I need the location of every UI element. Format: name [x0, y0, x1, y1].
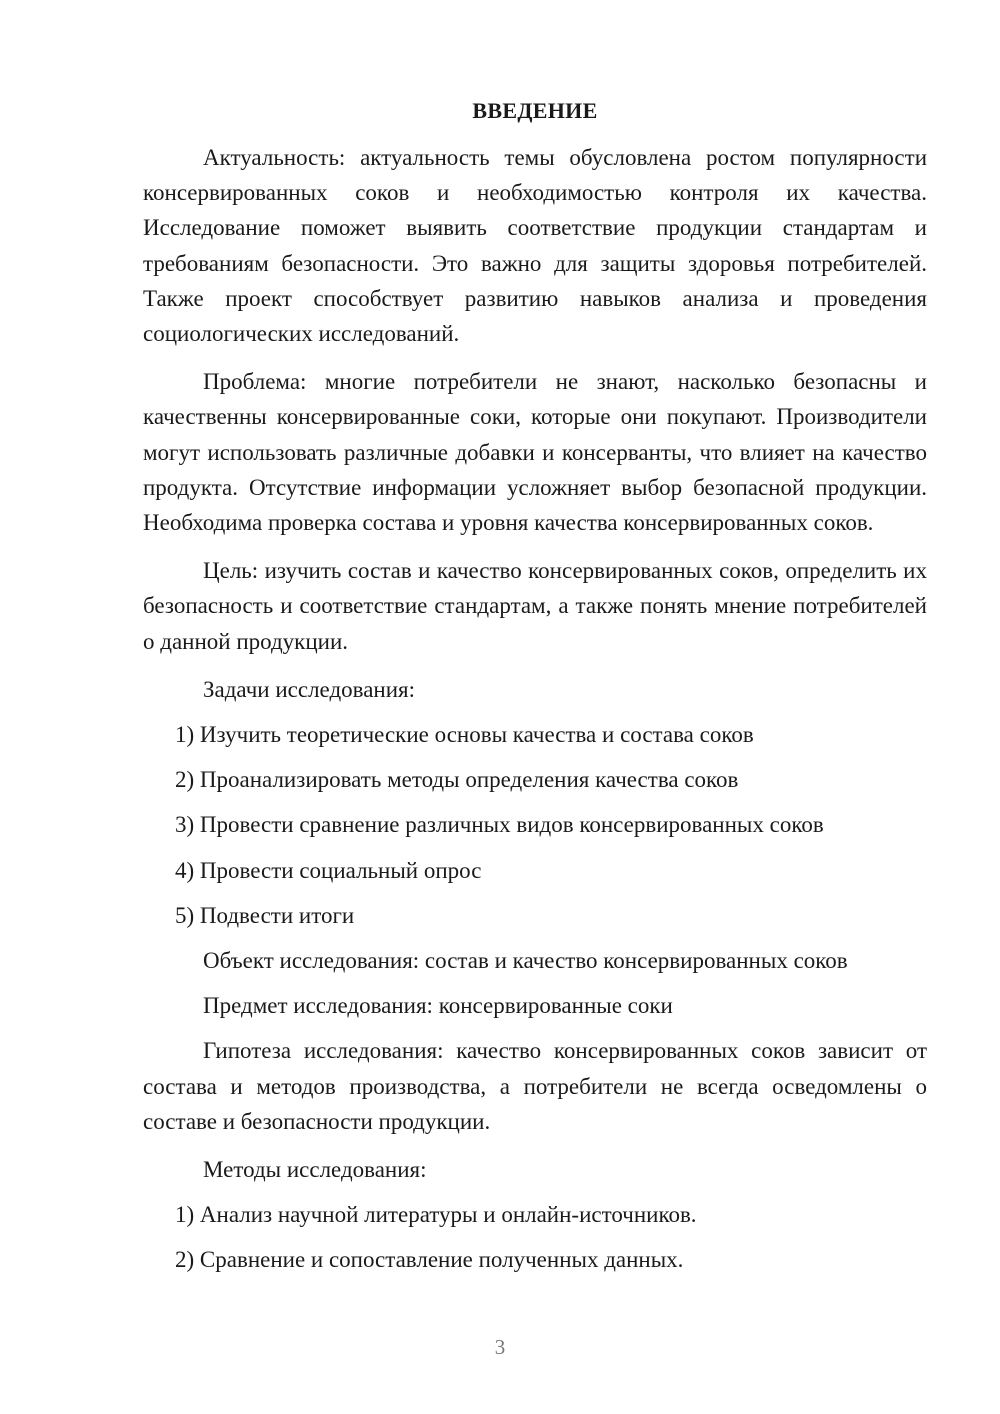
methods-heading: Методы исследования: [203, 1157, 427, 1183]
list-item: 3) Провести сравнение различных видов консервированных соков [175, 812, 824, 838]
list-item: 4) Провести социальный опрос [175, 857, 482, 883]
methods-list [143, 1197, 927, 1277]
object-line: Объект исследования: состав и качество консервированных соков [203, 948, 848, 974]
relevance-paragraph: Актуальность: актуальность темы обусловлена ростом популярности консервированных соков и необходимостью контроля их качества. Исследование поможет выявить соответствие продукции стандартам и требованиям безопасности. Это важно для защиты здоровья потребителей. Также проект способствует развитию навыков анализа и проведения социологических исследований. [143, 145, 927, 347]
section-title: ВВЕДЕНИЕ [472, 98, 598, 123]
page-content [143, 96, 927, 1288]
problem-paragraph: Проблема: многие потребители не знают, насколько безопасны и качественны консервированные соки, которые они покупают. Производители могут использовать различные добавки и консерванты, что влияет на качество продукта. Отсутствие информации усложняет выбор безопасной продукции. Необходима проверка состава и уровня качества консервированных соков. [143, 369, 927, 536]
hypothesis-paragraph: Гипотеза исследования: качество консервированных соков зависит от состава и методов производства, а потребители не всегда осведомлены о составе и безопасности продукции. [143, 1038, 927, 1134]
list-item: 1) Анализ научной литературы и онлайн-источников. [175, 1202, 697, 1228]
tasks-list [143, 717, 927, 933]
list-item: 2) Сравнение и сопоставление полученных данных. [175, 1247, 684, 1273]
page-number: 3 [494, 1335, 506, 1359]
tasks-heading: Задачи исследования: [203, 676, 416, 702]
goal-paragraph: Цель: изучить состав и качество консервированных соков, определить их безопасность и соответствие стандартам, а также понять мнение потребителей о данной продукции. [143, 558, 927, 654]
list-item: 2) Проанализировать методы определения качества соков [175, 767, 739, 793]
list-item: 5) Подвести итоги [175, 902, 355, 928]
subject-line: Предмет исследования: консервированные соки [203, 993, 673, 1019]
list-item: 1) Изучить теоретические основы качества и состава соков [175, 722, 754, 748]
